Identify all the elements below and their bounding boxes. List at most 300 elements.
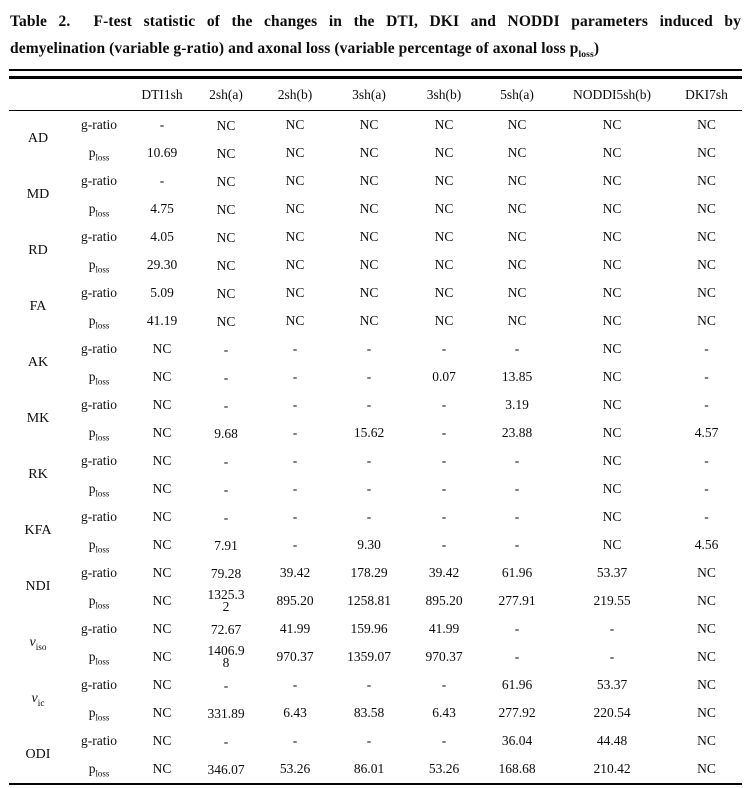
value-cell	[331, 167, 407, 195]
sub-row-label-p-loss: $p_{loss}$	[88, 145, 110, 163]
value-cell	[331, 587, 407, 615]
value-text: 9.30	[357, 537, 381, 552]
value-cell	[553, 727, 671, 755]
value-cell	[331, 643, 407, 671]
value-cell	[331, 503, 407, 531]
value-cell	[671, 363, 742, 391]
value-text: -	[514, 621, 520, 636]
value-cell	[553, 755, 671, 783]
value-cell	[481, 503, 553, 531]
value-cell	[331, 223, 407, 251]
value-cell	[259, 391, 331, 419]
value-cell	[259, 195, 331, 223]
value-text: 15.62	[353, 425, 385, 440]
sub-row-label-g-ratio: g-ratio	[81, 509, 117, 524]
value-cell	[407, 615, 481, 643]
value-cell	[131, 531, 193, 559]
value-text: NC	[434, 173, 454, 188]
value-text: NC	[152, 509, 172, 524]
sub-row-label-g-ratio: g-ratio	[81, 117, 117, 132]
value-cell	[481, 335, 553, 363]
corner-cell-sublabel	[67, 79, 131, 111]
value-text: -	[159, 117, 165, 132]
value-cell	[131, 559, 193, 587]
value-cell	[671, 111, 742, 140]
value-text: -	[704, 369, 709, 384]
table-top-double-rule	[9, 69, 742, 79]
value-text: -	[441, 397, 447, 412]
value-text: NC	[697, 761, 716, 776]
table-row-p-loss	[9, 195, 742, 223]
value-text: NC	[434, 117, 454, 132]
table-caption	[10, 8, 741, 62]
value-cell	[331, 279, 407, 307]
value-cell	[131, 475, 193, 503]
value-text: -	[223, 341, 229, 357]
value-cell	[481, 391, 553, 419]
value-text: -	[366, 397, 372, 412]
value-text: 210.42	[593, 761, 631, 776]
value-text: NC	[216, 201, 236, 217]
value-text: 970.37	[425, 649, 463, 664]
value-text: NC	[697, 733, 716, 748]
sub-row-label-g-ratio: g-ratio	[81, 733, 117, 748]
value-cell	[407, 503, 481, 531]
value-cell	[259, 139, 331, 167]
value-cell	[193, 251, 259, 279]
value-text: NC	[285, 173, 305, 188]
value-text: NC	[697, 285, 716, 300]
value-cell	[553, 279, 671, 307]
value-cell	[331, 727, 407, 755]
value-text: -	[223, 453, 229, 469]
value-cell	[481, 447, 553, 475]
value-text: NC	[697, 649, 716, 664]
value-text: NC	[359, 285, 379, 300]
value-text: 6.43	[432, 705, 456, 720]
value-text: -	[441, 425, 447, 440]
value-cell	[193, 475, 259, 503]
value-text: NC	[697, 621, 716, 636]
value-text: 220.54	[593, 705, 631, 720]
table-row-p-loss	[9, 643, 742, 671]
value-cell	[481, 671, 553, 699]
value-cell	[131, 671, 193, 699]
value-cell	[407, 419, 481, 447]
value-text: NC	[434, 313, 454, 328]
value-cell	[553, 699, 671, 727]
value-cell	[671, 307, 742, 335]
value-cell	[671, 391, 742, 419]
row-label-RK: RK	[28, 467, 48, 482]
row-label-NDI: NDI	[25, 579, 51, 594]
value-cell	[407, 223, 481, 251]
value-cell	[407, 643, 481, 671]
value-text: NC	[697, 173, 716, 188]
value-cell	[259, 559, 331, 587]
value-cell	[331, 195, 407, 223]
value-text: NC	[507, 285, 527, 300]
value-text: -	[366, 481, 372, 496]
value-cell	[131, 167, 193, 195]
value-cell	[481, 139, 553, 167]
value-cell	[131, 727, 193, 755]
value-cell	[193, 307, 259, 335]
value-cell	[259, 671, 331, 699]
value-cell	[193, 699, 259, 727]
caption-line-2-text: demyelination (variable g-ratio) and axonal loss (variable percentage of axonal loss p	[10, 40, 579, 57]
value-text: -	[366, 453, 372, 468]
value-text: NC	[602, 313, 622, 328]
value-text: -	[292, 453, 298, 468]
value-text: -	[704, 341, 709, 356]
value-cell	[481, 475, 553, 503]
table-row-p-loss	[9, 307, 742, 335]
value-text: NC	[152, 677, 172, 692]
value-text: NC	[602, 145, 622, 160]
value-cell	[407, 111, 481, 140]
value-text: -	[609, 649, 615, 664]
value-text: -	[441, 481, 447, 496]
value-text: NC	[285, 313, 305, 328]
value-cell	[481, 195, 553, 223]
value-text: 61.96	[501, 565, 533, 580]
value-text: 895.20	[276, 593, 314, 608]
table-row-p-loss	[9, 139, 742, 167]
value-cell	[131, 419, 193, 447]
value-text: 331.89	[207, 705, 245, 721]
value-text: 346.07	[207, 761, 245, 777]
value-cell	[193, 447, 259, 475]
table-row-p-loss	[9, 419, 742, 447]
value-text: -	[514, 537, 520, 552]
value-cell	[131, 615, 193, 643]
value-text: -	[292, 481, 298, 496]
value-text: NC	[359, 229, 379, 244]
value-cell	[553, 671, 671, 699]
value-cell	[407, 755, 481, 783]
value-text: -	[292, 397, 298, 412]
value-cell	[671, 195, 742, 223]
value-text: NC	[507, 117, 527, 132]
value-cell	[553, 419, 671, 447]
value-text: NC	[434, 257, 454, 272]
value-cell	[671, 447, 742, 475]
table-row-g-ratio	[9, 167, 742, 195]
table-header	[9, 79, 742, 111]
value-text: -	[514, 481, 520, 496]
value-text: NC	[359, 145, 379, 160]
value-text: -	[366, 509, 372, 524]
value-cell	[331, 251, 407, 279]
value-cell	[259, 531, 331, 559]
row-label-AK: AK	[27, 355, 49, 370]
table-row-g-ratio	[9, 335, 742, 363]
value-cell	[193, 503, 259, 531]
value-cell	[481, 643, 553, 671]
table-row-g-ratio	[9, 503, 742, 531]
value-cell	[331, 419, 407, 447]
value-text: NC	[602, 425, 622, 440]
value-cell	[259, 111, 331, 140]
value-text: 41.19	[146, 313, 178, 328]
value-cell	[331, 475, 407, 503]
value-cell	[407, 587, 481, 615]
value-cell	[259, 223, 331, 251]
value-cell	[193, 643, 259, 671]
value-text: -	[292, 733, 298, 748]
value-text: -	[223, 677, 229, 693]
value-cell	[553, 615, 671, 643]
value-cell	[671, 419, 742, 447]
value-cell	[481, 587, 553, 615]
value-text: -	[292, 369, 298, 384]
sub-row-label-g-ratio: g-ratio	[81, 565, 117, 580]
value-cell	[553, 251, 671, 279]
value-cell	[407, 363, 481, 391]
value-text: -	[366, 369, 372, 384]
value-text: NC	[697, 145, 716, 160]
value-cell	[331, 671, 407, 699]
value-cell	[193, 419, 259, 447]
value-cell	[481, 699, 553, 727]
value-text: 29.30	[146, 257, 178, 272]
value-cell	[671, 643, 742, 671]
value-text: NC	[285, 145, 305, 160]
value-text: 39.42	[428, 565, 460, 580]
value-text: NC	[697, 593, 716, 608]
value-cell	[553, 587, 671, 615]
value-text: 53.26	[428, 761, 460, 776]
table-bottom-rule	[9, 783, 742, 785]
value-text: NC	[359, 313, 379, 328]
value-text: NC	[152, 593, 172, 608]
value-cell	[131, 503, 193, 531]
value-text: 168.68	[498, 761, 536, 776]
sub-row-label-g-ratio: g-ratio	[81, 341, 117, 356]
value-text: 4.75	[150, 201, 174, 216]
value-text: -	[223, 733, 229, 749]
value-text: -	[292, 425, 298, 440]
sub-row-label-p-loss: $p_{loss}$	[88, 369, 110, 387]
value-text: 41.99	[279, 621, 311, 636]
value-text: -	[292, 677, 298, 692]
value-text: NC	[216, 313, 236, 329]
corner-cell-param	[9, 79, 67, 111]
value-cell	[259, 587, 331, 615]
value-text: NC	[602, 453, 622, 468]
value-text: NC	[602, 397, 622, 412]
value-cell	[193, 559, 259, 587]
value-cell	[407, 699, 481, 727]
value-cell	[481, 167, 553, 195]
sub-row-label-p-loss: $p_{loss}$	[88, 649, 110, 667]
value-text: -	[441, 537, 447, 552]
table-row-g-ratio	[9, 671, 742, 699]
value-cell	[131, 307, 193, 335]
value-text: -	[223, 397, 229, 413]
value-text: 13.85	[501, 369, 533, 384]
value-cell	[671, 139, 742, 167]
row-label-vic: $v_{ic}$	[31, 691, 45, 708]
value-text: 61.96	[501, 677, 533, 692]
value-text: NC	[602, 229, 622, 244]
value-text: 159.96	[350, 621, 388, 636]
value-cell	[193, 727, 259, 755]
value-text: 7.91	[214, 537, 238, 553]
value-cell	[331, 559, 407, 587]
value-text: NC	[602, 537, 622, 552]
table-row-p-loss	[9, 699, 742, 727]
value-cell	[259, 167, 331, 195]
value-text: -	[704, 481, 709, 496]
value-cell	[481, 559, 553, 587]
row-label-KFA: KFA	[24, 523, 52, 538]
value-cell	[131, 447, 193, 475]
value-text: 4.57	[694, 425, 719, 440]
caption-line-1: Table 2. F-test statistic of the changes in the DTI, DKI and NODDI parameters induced by	[10, 13, 741, 30]
value-cell	[407, 727, 481, 755]
value-cell	[331, 391, 407, 419]
value-text: NC	[602, 369, 622, 384]
value-cell	[481, 419, 553, 447]
value-text: -	[441, 509, 447, 524]
value-cell	[193, 391, 259, 419]
value-text: -	[366, 677, 372, 692]
value-text: 277.91	[498, 593, 536, 608]
value-text: 895.20	[425, 593, 463, 608]
value-cell	[481, 363, 553, 391]
value-text: NC	[216, 257, 236, 273]
value-cell	[671, 699, 742, 727]
value-cell	[193, 167, 259, 195]
value-cell	[671, 335, 742, 363]
value-text: 4.05	[150, 229, 174, 244]
value-cell	[671, 475, 742, 503]
value-cell	[553, 363, 671, 391]
col-header-5sh(a): 5sh(a)	[481, 79, 553, 111]
value-cell	[259, 251, 331, 279]
value-cell	[671, 223, 742, 251]
value-text: NC	[285, 229, 305, 244]
value-cell	[193, 335, 259, 363]
value-text: 10.69	[146, 145, 178, 160]
value-cell	[671, 587, 742, 615]
value-cell	[193, 111, 259, 140]
value-cell	[331, 139, 407, 167]
value-cell	[407, 251, 481, 279]
table-row-g-ratio	[9, 279, 742, 307]
value-cell	[553, 195, 671, 223]
sub-row-label-g-ratio: g-ratio	[81, 621, 117, 636]
value-text: NC	[152, 397, 172, 412]
value-text: NC	[697, 201, 716, 216]
value-text: NC	[434, 285, 454, 300]
value-cell	[671, 167, 742, 195]
value-text: NC	[434, 201, 454, 216]
sub-row-label-g-ratio: g-ratio	[81, 453, 117, 468]
value-cell	[407, 475, 481, 503]
col-header-3sh(a): 3sh(a)	[331, 79, 407, 111]
value-text: -	[366, 733, 372, 748]
value-cell	[259, 419, 331, 447]
value-cell	[259, 503, 331, 531]
value-text: -	[223, 509, 229, 525]
sub-row-label-g-ratio: g-ratio	[81, 677, 117, 692]
value-cell	[193, 195, 259, 223]
value-text: -	[704, 453, 709, 468]
value-cell	[259, 279, 331, 307]
value-text: -	[441, 453, 447, 468]
value-cell	[331, 111, 407, 140]
value-text: -	[366, 341, 372, 356]
value-text: NC	[285, 117, 305, 132]
value-cell	[193, 363, 259, 391]
value-cell	[481, 223, 553, 251]
value-text: 6.43	[283, 705, 307, 720]
value-cell	[131, 391, 193, 419]
value-cell	[407, 307, 481, 335]
value-cell	[131, 643, 193, 671]
value-text: 219.55	[593, 593, 631, 608]
caption-line-2	[10, 35, 741, 62]
value-text: -	[441, 733, 447, 748]
value-text: NC	[602, 481, 622, 496]
header-row	[9, 79, 742, 111]
sub-row-label-p-loss: $p_{loss}$	[88, 705, 110, 723]
value-cell	[331, 335, 407, 363]
value-cell	[481, 531, 553, 559]
value-text: NC	[152, 481, 172, 496]
value-text: 23.88	[501, 425, 533, 440]
sub-row-label-p-loss: $p_{loss}$	[88, 425, 110, 443]
value-text: NC	[152, 341, 172, 356]
value-cell	[553, 223, 671, 251]
value-text: NC	[216, 117, 236, 133]
value-text: -	[292, 537, 298, 552]
row-label-FA: FA	[29, 299, 47, 314]
value-cell	[671, 279, 742, 307]
value-cell	[407, 139, 481, 167]
value-cell	[407, 391, 481, 419]
value-cell	[407, 531, 481, 559]
value-cell	[331, 755, 407, 783]
value-text: NC	[285, 285, 305, 300]
value-text: 83.58	[353, 705, 385, 720]
value-text: NC	[216, 173, 236, 189]
value-cell	[671, 503, 742, 531]
value-text: NC	[285, 257, 305, 272]
value-cell	[131, 755, 193, 783]
value-cell	[671, 727, 742, 755]
value-cell	[193, 223, 259, 251]
value-cell	[131, 363, 193, 391]
value-text: -	[292, 341, 298, 356]
value-text: NC	[697, 565, 716, 580]
value-cell	[553, 643, 671, 671]
sub-row-label-p-loss: $p_{loss}$	[88, 481, 110, 499]
value-cell	[193, 587, 259, 615]
value-cell	[331, 699, 407, 727]
table-row-g-ratio	[9, 447, 742, 475]
value-text: -	[514, 509, 520, 524]
value-text: NC	[697, 257, 716, 272]
table-body	[9, 111, 742, 784]
value-text: NC	[434, 229, 454, 244]
row-label-MK: MK	[26, 411, 50, 426]
value-text: 178.29	[350, 565, 388, 580]
value-cell	[481, 755, 553, 783]
